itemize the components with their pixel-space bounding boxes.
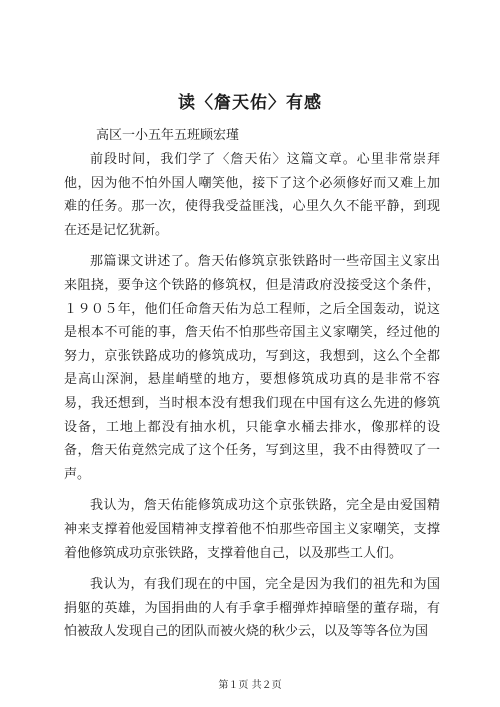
paragraph: 我认为，有我们现在的中国，完全是因为我们的祖先和为国捐躯的英雄，为国捐曲的人有手拿手榴弹炸掉暗堡的董存瑞，有怕被敌人发现自己的团队而被火烧的秋少云，以及等等各位为国 bbox=[64, 577, 440, 640]
paragraph: 前段时间，我们学了〈詹天佑〉这篇文章。心里非常崇拜他，因为他不怕外国人嘲笑他，接下了这个必须修好而又难上加难的任务。那一次，使得我受益匪浅，心里久久不能平静，到现在还是记忆犹新。 bbox=[64, 152, 440, 238]
author-line: 高区一小五年五班顾宏瑾 bbox=[96, 128, 240, 143]
document-body bbox=[64, 148, 440, 644]
page-footer: 第１页 共２页 bbox=[218, 680, 282, 691]
paragraph: 那篇课文讲述了。詹天佑修筑京张铁路时一些帝国主义家出来阻挠，要争这个铁路的修筑权，但是清政府没接受这个条件，１９０５年，他们任命詹天佑为总工程师，之后全国轰动，说这是根本不可能的事，詹天佑不怕那些帝国主义家嘲笑，经过他的努力，京张铁路成功的修筑成功，写到这，我想到，这么个全都是高山深涧，悬崖峭壁的地方，要想修筑成功真的是非常不容易，我还想到，当时根本没有想我们现在中国有这么先进的修筑设备，工地上都没有抽水机，只能拿水桶去排水，像那样的设备，詹天佑竟然完成了这个任务，写到这里，我不由得赞叹了一声。 bbox=[64, 254, 440, 482]
paragraph: 我认为，詹天佑能修筑成功这个京张铁路，完全是由爱国精神来支撑着他爱国精神支撑着他不怕那些帝国主义家嘲笑，支撑着他修筑成功京张铁路，支撑着他自己，以及那些工人们。 bbox=[64, 498, 440, 561]
page-title: 读〈詹天佑〉有感 bbox=[178, 93, 322, 113]
